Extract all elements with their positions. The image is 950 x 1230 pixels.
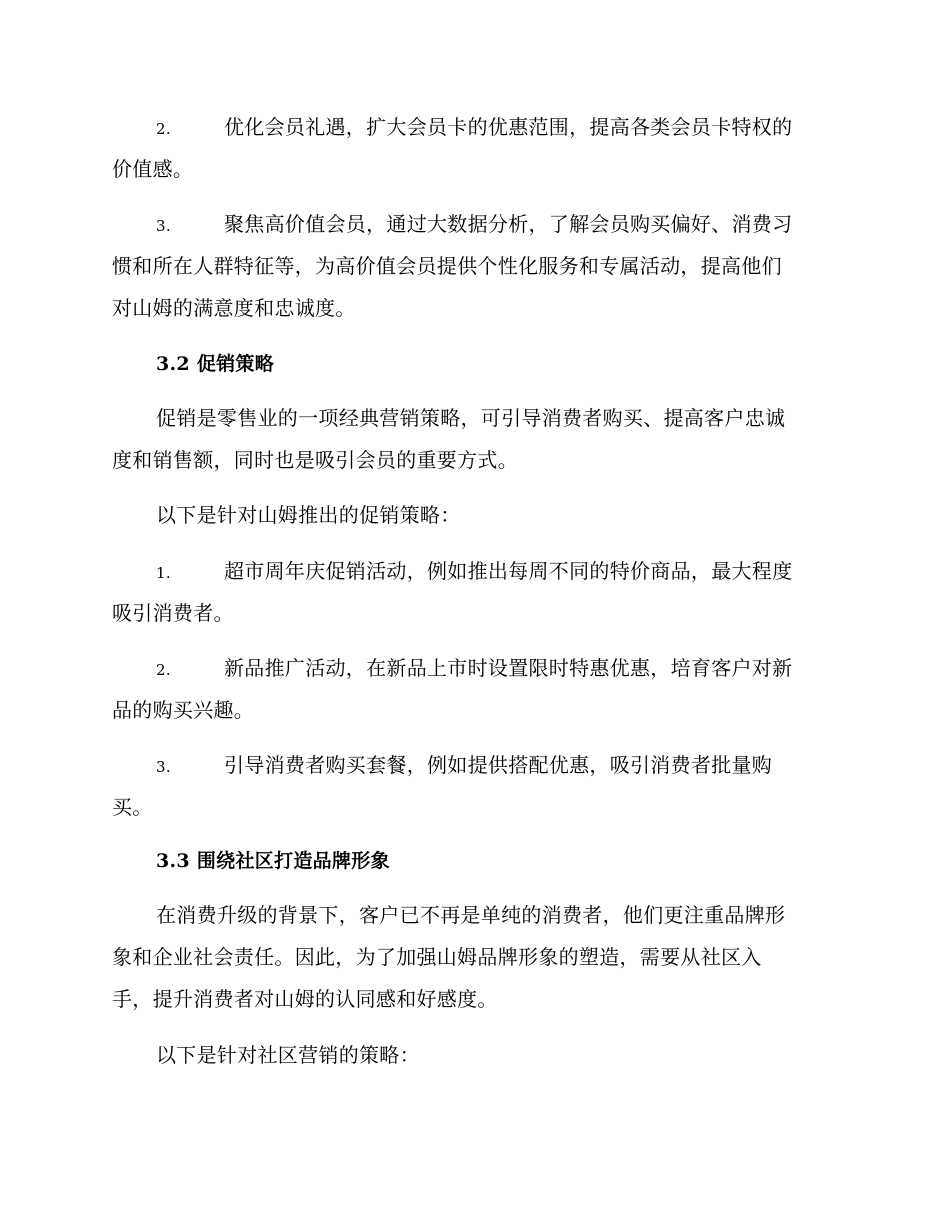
list-item bbox=[112, 550, 836, 634]
paragraph: 在消费升级的背景下，客户已不再是单纯的消费者，他们更注重品牌形 象和企业社会责任。因此，为了加强山姆品牌形象的塑造，需要从社区入 手，提升消费者对山姆的认同感和好感度。 bbox=[112, 903, 786, 1011]
paragraph: 以下是针对山姆推出的促销策略： bbox=[156, 503, 461, 527]
list-item bbox=[112, 106, 836, 190]
list-text: 品的购买兴趣。 bbox=[112, 698, 255, 722]
list-text: 优化会员礼遇，扩大会员卡的优惠范围，提高各类会员卡特权的 bbox=[224, 115, 793, 139]
list-number: 2. bbox=[156, 120, 171, 138]
list-text: 引导消费者购买套餐，例如提供搭配优惠，吸引消费者批量购 bbox=[224, 753, 773, 777]
list-text: 新品推广活动，在新品上市时设置限时特惠优惠，培育客户对新 bbox=[224, 656, 793, 680]
list-text: 买。 bbox=[112, 795, 153, 819]
paragraph: 以下是针对社区营销的策略： bbox=[156, 1043, 420, 1067]
list-item bbox=[112, 203, 836, 329]
section-heading: 3.3 围绕社区打造品牌形象 bbox=[156, 850, 390, 872]
list-text: 超市周年庆促销活动，例如推出每周不同的特价商品，最大程度 bbox=[224, 559, 793, 583]
list-item bbox=[112, 647, 836, 731]
list-text: 惯和所在人群特征等，为高价值会员提供个性化服务和专属活动，提高他们 bbox=[112, 254, 782, 278]
paragraph: 促销是零售业的一项经典营销策略，可引导消费者购买、提高客户忠诚 度和销售额，同时也是吸引会员的重要方式。 bbox=[112, 406, 786, 472]
list-text: 对山姆的满意度和忠诚度。 bbox=[112, 296, 356, 320]
section-heading: 3.2 促销策略 bbox=[156, 353, 275, 375]
list-text: 聚焦高价值会员，通过大数据分析，了解会员购买偏好、消费习 bbox=[224, 212, 793, 236]
list-item bbox=[112, 744, 836, 828]
list-text: 吸引消费者。 bbox=[112, 601, 234, 625]
list-number: 2. bbox=[156, 661, 171, 679]
list-number: 3. bbox=[156, 217, 171, 235]
list-text: 价值感。 bbox=[112, 157, 194, 181]
list-number: 3. bbox=[156, 758, 171, 776]
list-number: 1. bbox=[156, 564, 171, 582]
